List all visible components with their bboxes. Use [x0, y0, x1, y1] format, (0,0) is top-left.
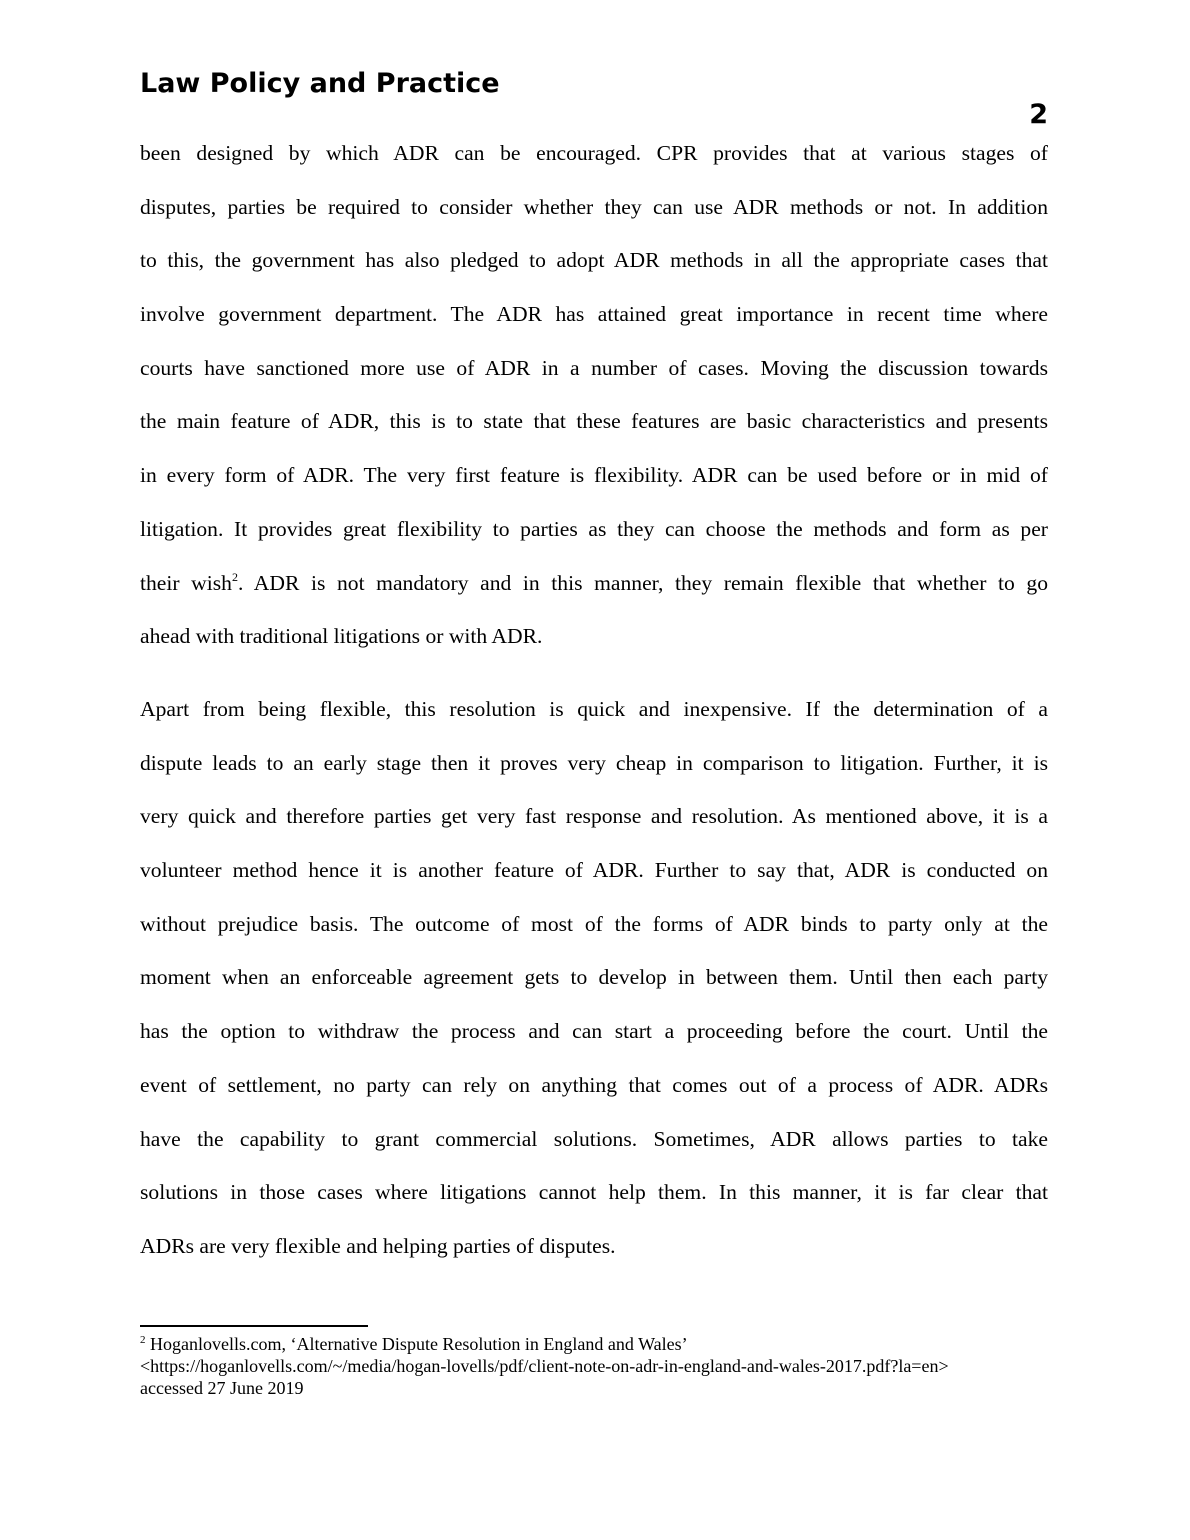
footnote-reference: 2	[231, 569, 238, 584]
text-line: disputes, parties be required to consider whether they can use ADR methods or not. In addition	[140, 194, 1048, 219]
paragraph-2	[140, 683, 1048, 1274]
text-line: to this, the government has also pledged to adopt ADR methods in all the appropriate cases that	[140, 248, 1048, 273]
footnote-accessed: accessed 27 June 2019	[140, 1378, 304, 1398]
running-header-title: Law Policy and Practice	[140, 68, 500, 99]
text-line: event of settlement, no party can rely on anything that comes out of a process of ADR. ADRs	[140, 1072, 1048, 1097]
footnote-line	[140, 1333, 949, 1355]
text-line: dispute leads to an early stage then it proves very cheap in comparison to litigation. Further, it is	[140, 750, 1048, 775]
text-segment: their wish	[140, 570, 232, 595]
text-line: ahead with traditional litigations or with ADR.	[140, 624, 543, 649]
paragraph-1	[140, 127, 1048, 664]
text-line: Apart from being flexible, this resolution is quick and inexpensive. If the determination of a	[140, 697, 1048, 721]
footnote-text: Hoganlovells.com, ‘Alternative Dispute Resolution in England and Wales’	[145, 1334, 688, 1354]
footnote	[140, 1333, 949, 1399]
footnote-url: <https://hoganlovells.com/~/media/hogan-lovells/pdf/client-note-on-adr-in-england-and-wales-2017.pdf?la=en>	[140, 1356, 949, 1376]
page-number: 2	[1029, 99, 1048, 130]
text-line: solutions in those cases where litigations cannot help them. In this manner, it is far clear that	[140, 1180, 1048, 1205]
text-line: has the option to withdraw the process and can start a proceeding before the court. Until the	[140, 1019, 1048, 1044]
text-line: courts have sanctioned more use of ADR in a number of cases. Moving the discussion towards	[140, 355, 1048, 380]
text-line-with-footnote	[140, 557, 1048, 611]
text-line: in every form of ADR. The very first feature is flexibility. ADR can be used before or in mid of	[140, 463, 1048, 488]
footnote-separator	[140, 1325, 368, 1327]
text-segment: . ADR is not mandatory and in this manner, they remain flexible that whether to go	[237, 570, 1048, 595]
footnote-number: 2	[140, 1334, 146, 1346]
text-line: the main feature of ADR, this is to state that these features are basic characteristics and presents	[140, 409, 1048, 434]
text-line: very quick and therefore parties get very fast response and resolution. As mentioned above, it is a	[140, 804, 1048, 829]
text-line: without prejudice basis. The outcome of most of the forms of ADR binds to party only at the	[140, 911, 1048, 936]
text-line: moment when an enforceable agreement gets to develop in between them. Until then each party	[140, 965, 1048, 990]
text-line: involve government department. The ADR has attained great importance in recent time where	[140, 302, 1048, 327]
text-line: been designed by which ADR can be encouraged. CPR provides that at various stages of	[140, 141, 1048, 165]
text-line: ADRs are very flexible and helping parties of disputes.	[140, 1233, 616, 1258]
text-line: litigation. It provides great flexibility to parties as they can choose the methods and form as per	[140, 516, 1048, 541]
text-line: have the capability to grant commercial solutions. Sometimes, ADR allows parties to take	[140, 1126, 1048, 1151]
text-line: volunteer method hence it is another feature of ADR. Further to say that, ADR is conducted on	[140, 858, 1048, 883]
